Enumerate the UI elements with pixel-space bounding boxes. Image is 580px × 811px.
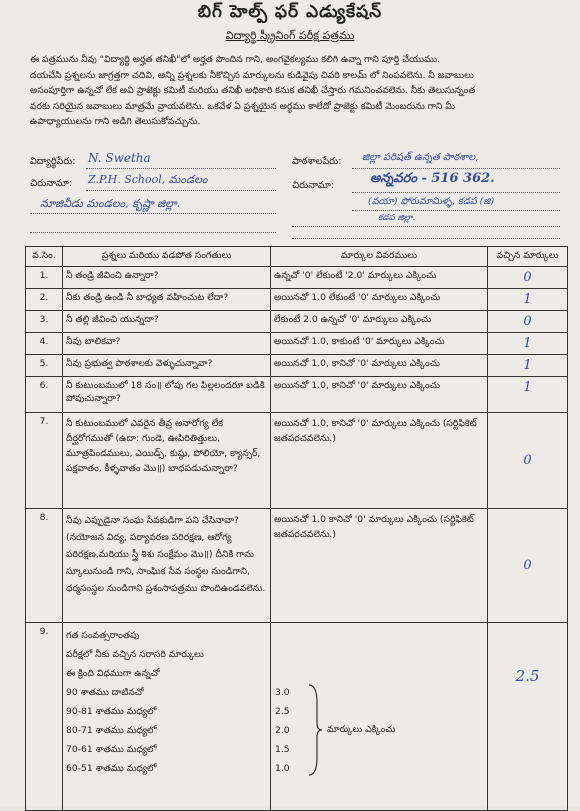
address-value-2[interactable]: నూజివీడు మండలం, కృష్ణా జిల్లా. — [40, 197, 181, 210]
student-name-label: విద్యార్థిపేరు: — [30, 156, 76, 167]
instruction-line: ఈ పత్రమును నీవు "విద్యార్థి అర్హత తనిఖీ"లో అర్హత పొందిన గాని, అంగవైకల్యము కలిగి ఉన్నా గాని పూర్తి చేయుము. — [30, 54, 440, 65]
row-marking: అయినచో 1.0 లేకుంటే '0' మార్కులు ఎక్కించు — [271, 289, 488, 311]
row-score[interactable]: 1 — [488, 333, 568, 355]
col-header-serial: వ.సెం. — [26, 247, 63, 267]
row-number: 3. — [26, 311, 63, 333]
row-number: 8. — [26, 509, 63, 623]
row-question: నీ తండ్రి జీవించి ఉన్నారా? — [63, 267, 271, 289]
table-row — [26, 289, 568, 311]
question-intro-line: పరీక్షలో నీకు వచ్చిన సరాసరి మార్కులు — [66, 649, 204, 660]
brace-icon — [307, 683, 323, 777]
row-marking — [271, 623, 488, 811]
row-question: నీవు ప్రభుత్వ పాఠశాలకు వెళ్ళుచున్నావా? — [63, 355, 271, 377]
enter-marks-note: మార్కులు ఎక్కించు — [327, 724, 396, 735]
points-value: 1.0 — [275, 763, 290, 774]
address-line-1 — [86, 190, 276, 191]
row-question: నీ కుటుంబములో ఎవరైన తీవ్ర అనారోగ్య లేక దీర్ఘరోగముతో (ఉదా: గుండె, ఊపిరితిత్తులు, మూత్రపిండములు, ఎయిడ్స్, కుష్ఠు, పోలియో, క్యాన్సర్, పక్షవాతం, కీళ్ళవాతం మొ॥) బాధపడుచున్నారా? — [63, 413, 271, 509]
row-score[interactable]: 1 — [488, 377, 568, 413]
address-value-1[interactable]: Z.P.H. School, మండలం — [88, 173, 208, 186]
table-row — [26, 267, 568, 289]
instruction-line: అసంపూర్తిగా ఉన్నచో లేక అవి ప్రాజెక్టు కమిటీ మరియు తనిఖీ అధికారి కనుక తనిఖీ చేస్తారు గమనించవలెను. నీకు తెలుసున్నంత — [30, 85, 476, 97]
address2-line-2 — [352, 210, 560, 211]
row-marking: అయినచో 1.0, కానిచో '0' మార్కులు ఎక్కించు (సర్టిఫికెట్ జతపరచవలెను.) — [271, 413, 488, 509]
row-marking: లేకుంటే 2.0 ఉన్నచో '0' మార్కులు ఎక్కించు — [271, 311, 488, 333]
school-name-label: పాఠశాలపేరు: — [292, 156, 342, 167]
address-label: చిరునామా: — [30, 178, 73, 189]
address2-line-4 — [292, 238, 560, 239]
question-intro-line: ఈ క్రింది విధముగా ఉన్నచో — [66, 668, 160, 679]
table-row — [26, 623, 568, 811]
question-intro-line: గత సంవత్సరాంతపు — [66, 630, 140, 641]
student-name-value[interactable]: N. Swetha — [88, 151, 151, 165]
row-question: నీవు ఎప్పుడైనా సంఘ సేవకుడిగా పని చేసినావా? (నయోజన విద్య, పర్యావరణ పరిరక్షణ, ఆరోగ్య పరిరక్షణ,మరియు స్త్రీ శిశు సంక్షేమం మొ॥) దీనికి గాను స్కూలునుండి గాని, సాంఘిక సేవ సంస్థల నుండిగాని, ధర్మసంస్థల నుండిగాని ప్రశంసాపత్రము పొందిఉండవలెను. — [63, 509, 271, 623]
points-value: 1.5 — [275, 744, 290, 755]
row-score[interactable]: 0 — [488, 509, 568, 623]
row-marking: ఉన్నచో '0' లేకుంటే '2.0' మార్కులు ఎక్కించు — [271, 267, 488, 289]
table-row — [26, 333, 568, 355]
form-title: విద్యార్థి స్క్రీనింగ్ పరీక్ష పత్రము — [225, 29, 355, 42]
row-score[interactable]: 0 — [488, 311, 568, 333]
instruction-line: వరకు సరియైన జవాబులు మాత్రమే వ్రాయవలెను. ఒకవేళ ఏ ప్రశ్నయైన అర్థము కాలేదో ప్రాజెక్టు కమిటీ మెంబరును గాని మీ — [30, 100, 455, 112]
school-name-value[interactable]: జిల్లా పరిషత్ ఉన్నత పాఠశాల, — [362, 152, 479, 163]
col-header-score: వచ్చిన మార్కులు — [488, 247, 568, 267]
row-score[interactable]: 1 — [488, 289, 568, 311]
org-name: బిగ్ హెల్ప్ ఫర్ ఎడ్యుకేషన్ — [197, 2, 383, 22]
instruction-line: దయచేసి ప్రశ్నలను జాగ్రత్తగా చదివి, అన్ని ప్రశ్నలకు నీకొచ్చిన మార్కులను కుడివైపు చివరి కాలమ్ లో నింపవలెను. నీ జవాబులు — [30, 69, 474, 81]
points-value: 2.5 — [275, 706, 290, 717]
row-number: 5. — [26, 355, 63, 377]
address-line-3 — [30, 232, 276, 233]
points-value: 3.0 — [275, 687, 290, 698]
row-marking: అయినచో 1.0, కానిచో '0' మార్కులు ఎక్కించు — [271, 355, 488, 377]
address-line-2 — [30, 213, 276, 214]
table-row — [26, 355, 568, 377]
table-row — [26, 377, 568, 413]
table-row — [26, 509, 568, 623]
table-row — [26, 413, 568, 509]
address2-label: చిరునామా: — [292, 180, 335, 191]
row-score[interactable]: 0 — [488, 267, 568, 289]
row-question — [63, 623, 271, 811]
row-marking: అయినచో 1.0 కానిచో '0' మార్కులు ఎక్కించు (సర్టిఫికెట్ జతపరచవలెను.) — [271, 509, 488, 623]
row-number: 4. — [26, 333, 63, 355]
row-marking: అయినచో 1.0, కాకుంటే '0' మార్కులు ఎక్కించు — [271, 333, 488, 355]
row-score[interactable]: 0 — [488, 413, 568, 509]
row-score[interactable]: 1 — [488, 355, 568, 377]
grade-band: 80-71 శాతము మధ్యలో — [66, 725, 157, 736]
address2-value-1[interactable]: అన్నవరం - 516 362. — [370, 171, 495, 186]
row-number: 9. — [26, 623, 63, 811]
table-row — [26, 311, 568, 333]
instruction-line: ఉపాధ్యాయులను గాని అడిగి తెలుసుకోవచ్చును. — [30, 116, 201, 128]
row-question: నీవు బాలికవా? — [63, 333, 271, 355]
row-number: 7. — [26, 413, 63, 509]
grade-band: 60-51 శాతము మధ్యలో — [66, 763, 157, 774]
row-number: 2. — [26, 289, 63, 311]
points-value: 2.0 — [275, 725, 290, 736]
school-name-line — [352, 168, 560, 169]
points-list — [275, 683, 299, 778]
address2-line-1 — [352, 192, 560, 193]
instructions-paragraph — [30, 52, 560, 130]
row-marking: అయినచో 1.0, కానిచో '0' మార్కులు ఎక్కించు — [271, 377, 488, 413]
row-question: నీకు తండ్రి ఉండి నీ బాధ్యత వహించుట లేదా? — [63, 289, 271, 311]
grade-band: 70-61 శాతము మధ్యలో — [66, 744, 157, 755]
row-question: నీ కుటుంబములో 18 సం॥ లోపు గల పిల్లలందరూ బడికి పోవుచున్నారా? — [63, 377, 271, 413]
screening-table — [25, 246, 568, 811]
grade-band: 90-81 శాతము మధ్యలో — [66, 706, 157, 717]
col-header-question: ప్రశ్నలు మరియు వడపోత సంగతులు — [63, 247, 271, 267]
row-number: 1. — [26, 267, 63, 289]
grade-band: 90 శాతము దాటినచో — [66, 687, 144, 698]
row-number: 6. — [26, 377, 63, 413]
address2-line-3 — [292, 226, 560, 227]
address2-value-2[interactable]: (వయా) పోరుమామిళ్ళ, కడప (జి) — [368, 196, 495, 207]
col-header-marking: మార్కుల వివరములు — [271, 247, 488, 267]
table-header-row — [26, 247, 568, 267]
row-question: నీ తల్లి జీవించి యున్నదా? — [63, 311, 271, 333]
student-name-line — [86, 168, 276, 169]
address2-value-3[interactable]: కడప జిల్లా. — [378, 213, 416, 223]
row-score[interactable]: 2.5 — [488, 623, 568, 811]
